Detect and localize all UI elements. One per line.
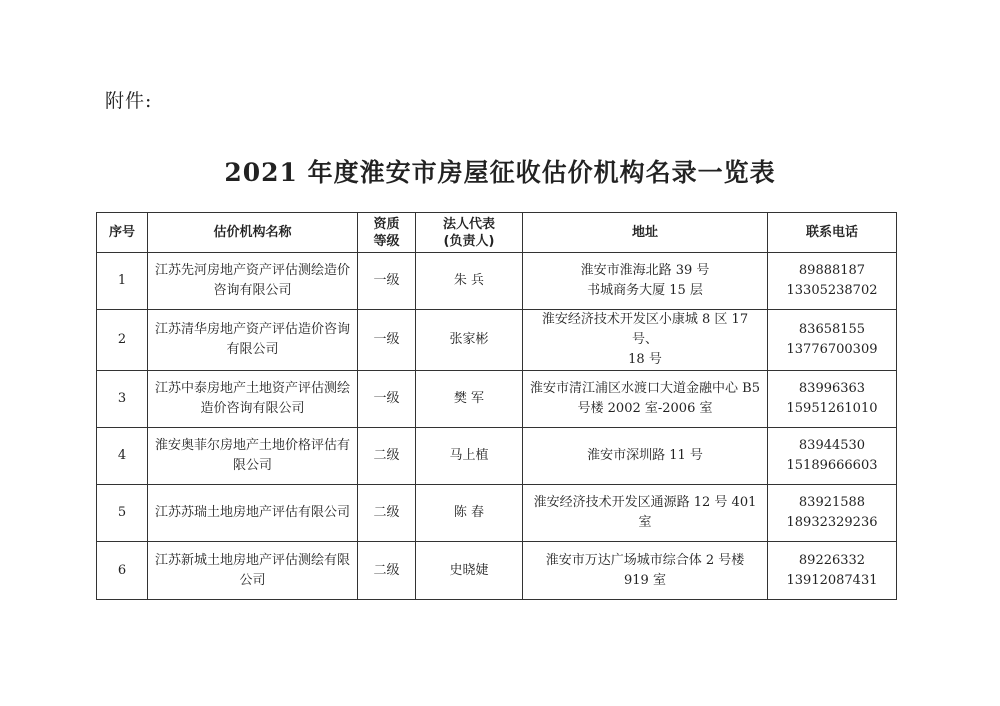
cell-index: 4 xyxy=(97,428,148,485)
cell-grade: 一级 xyxy=(358,253,416,310)
document-title: 2021 年度淮安市房屋征收估价机构名录一览表 xyxy=(224,158,776,187)
header-index: 序号 xyxy=(97,213,148,253)
cell-grade: 二级 xyxy=(358,542,416,600)
table-row xyxy=(97,253,897,310)
table-row xyxy=(97,428,897,485)
cell-phone xyxy=(768,310,897,371)
cell-representative: 马上植 xyxy=(416,428,523,485)
agency-name: 江苏苏瑞土地房地产评估有限公司 xyxy=(154,505,350,520)
phone-line2: 13305238702 xyxy=(786,283,878,298)
annex-label: 附件: xyxy=(105,90,153,112)
header-name: 估价机构名称 xyxy=(148,213,358,253)
agency-name: 江苏先河房地产资产评估测绘造价咨询有限公司 xyxy=(154,263,350,298)
phone-line2: 15189666603 xyxy=(786,458,878,473)
cell-name xyxy=(148,485,358,542)
cell-phone xyxy=(768,253,897,310)
cell-name xyxy=(148,542,358,600)
cell-representative: 张家彬 xyxy=(416,310,523,371)
phone-line1: 83658155 xyxy=(798,322,866,337)
header-rep-line2: (负责人) xyxy=(443,233,495,249)
table-row xyxy=(97,371,897,428)
appraisal-agency-table xyxy=(96,212,897,600)
cell-index: 3 xyxy=(97,371,148,428)
header-representative xyxy=(416,213,523,253)
phone-line2: 15951261010 xyxy=(786,401,878,416)
phone-line2: 18932329236 xyxy=(786,515,878,530)
address-line2: 书城商务大厦 15 层 xyxy=(587,283,703,298)
cell-name xyxy=(148,310,358,371)
agency-name: 江苏新城土地房地产评估测绘有限公司 xyxy=(154,552,350,588)
address-line1: 淮安市万达广场城市综合体 2 号楼 xyxy=(545,552,745,568)
cell-index: 5 xyxy=(97,485,148,542)
phone-line2: 13776700309 xyxy=(786,342,878,357)
address-line1: 淮安经济技术开发区通源路 12 号 401 室 xyxy=(533,495,757,530)
header-grade-line1: 资质 xyxy=(373,216,400,232)
phone-line2: 13912087431 xyxy=(786,572,878,588)
cell-address xyxy=(523,253,768,310)
phone-line1: 83944530 xyxy=(798,438,866,453)
cell-representative: 陈 春 xyxy=(416,485,523,542)
cell-address xyxy=(523,428,768,485)
cell-grade: 二级 xyxy=(358,485,416,542)
header-address: 地址 xyxy=(523,213,768,253)
agency-name: 淮安奥菲尔房地产土地价格评估有限公司 xyxy=(154,438,350,473)
cell-phone xyxy=(768,485,897,542)
cell-grade: 一级 xyxy=(358,310,416,371)
address-line1: 淮安市淮海北路 39 号 xyxy=(580,263,710,278)
table-row xyxy=(97,485,897,542)
table-row xyxy=(97,542,897,600)
header-phone: 联系电话 xyxy=(768,213,897,253)
phone-line1: 83996363 xyxy=(798,381,866,396)
address-line1: 淮安市清江浦区水渡口大道金融中心 B5 xyxy=(530,381,760,396)
header-grade xyxy=(358,213,416,253)
cell-representative: 朱 兵 xyxy=(416,253,523,310)
header-grade-line2: 等级 xyxy=(373,233,400,249)
cell-phone xyxy=(768,428,897,485)
cell-representative: 樊 军 xyxy=(416,371,523,428)
cell-name xyxy=(148,371,358,428)
address-line2: 919 室 xyxy=(624,572,666,588)
cell-address xyxy=(523,485,768,542)
cell-address xyxy=(523,371,768,428)
cell-phone xyxy=(768,371,897,428)
cell-phone xyxy=(768,542,897,600)
cell-grade: 二级 xyxy=(358,428,416,485)
cell-representative: 史晓婕 xyxy=(416,542,523,600)
agency-name: 江苏中泰房地产土地资产评估测绘造价咨询有限公司 xyxy=(154,381,350,416)
cell-grade: 一级 xyxy=(358,371,416,428)
cell-index: 1 xyxy=(97,253,148,310)
table-row xyxy=(97,310,897,371)
address-line1: 淮安经济技术开发区小康城 8 区 17 号、 xyxy=(541,312,749,347)
cell-name xyxy=(148,253,358,310)
address-line2: 号楼 2002 室-2006 室 xyxy=(577,401,713,416)
address-line1: 淮安市深圳路 11 号 xyxy=(587,448,703,463)
phone-line1: 89888187 xyxy=(798,263,866,278)
cell-name xyxy=(148,428,358,485)
cell-index: 2 xyxy=(97,310,148,371)
table-header-row xyxy=(97,213,897,253)
cell-address xyxy=(523,310,768,371)
header-rep-line1: 法人代表 xyxy=(442,216,495,232)
agency-name: 江苏清华房地产资产评估造价咨询有限公司 xyxy=(154,322,350,357)
phone-line1: 83921588 xyxy=(798,495,866,510)
phone-line1: 89226332 xyxy=(798,552,866,568)
address-line2: 18 号 xyxy=(628,352,662,367)
cell-index: 6 xyxy=(97,542,148,600)
cell-address xyxy=(523,542,768,600)
